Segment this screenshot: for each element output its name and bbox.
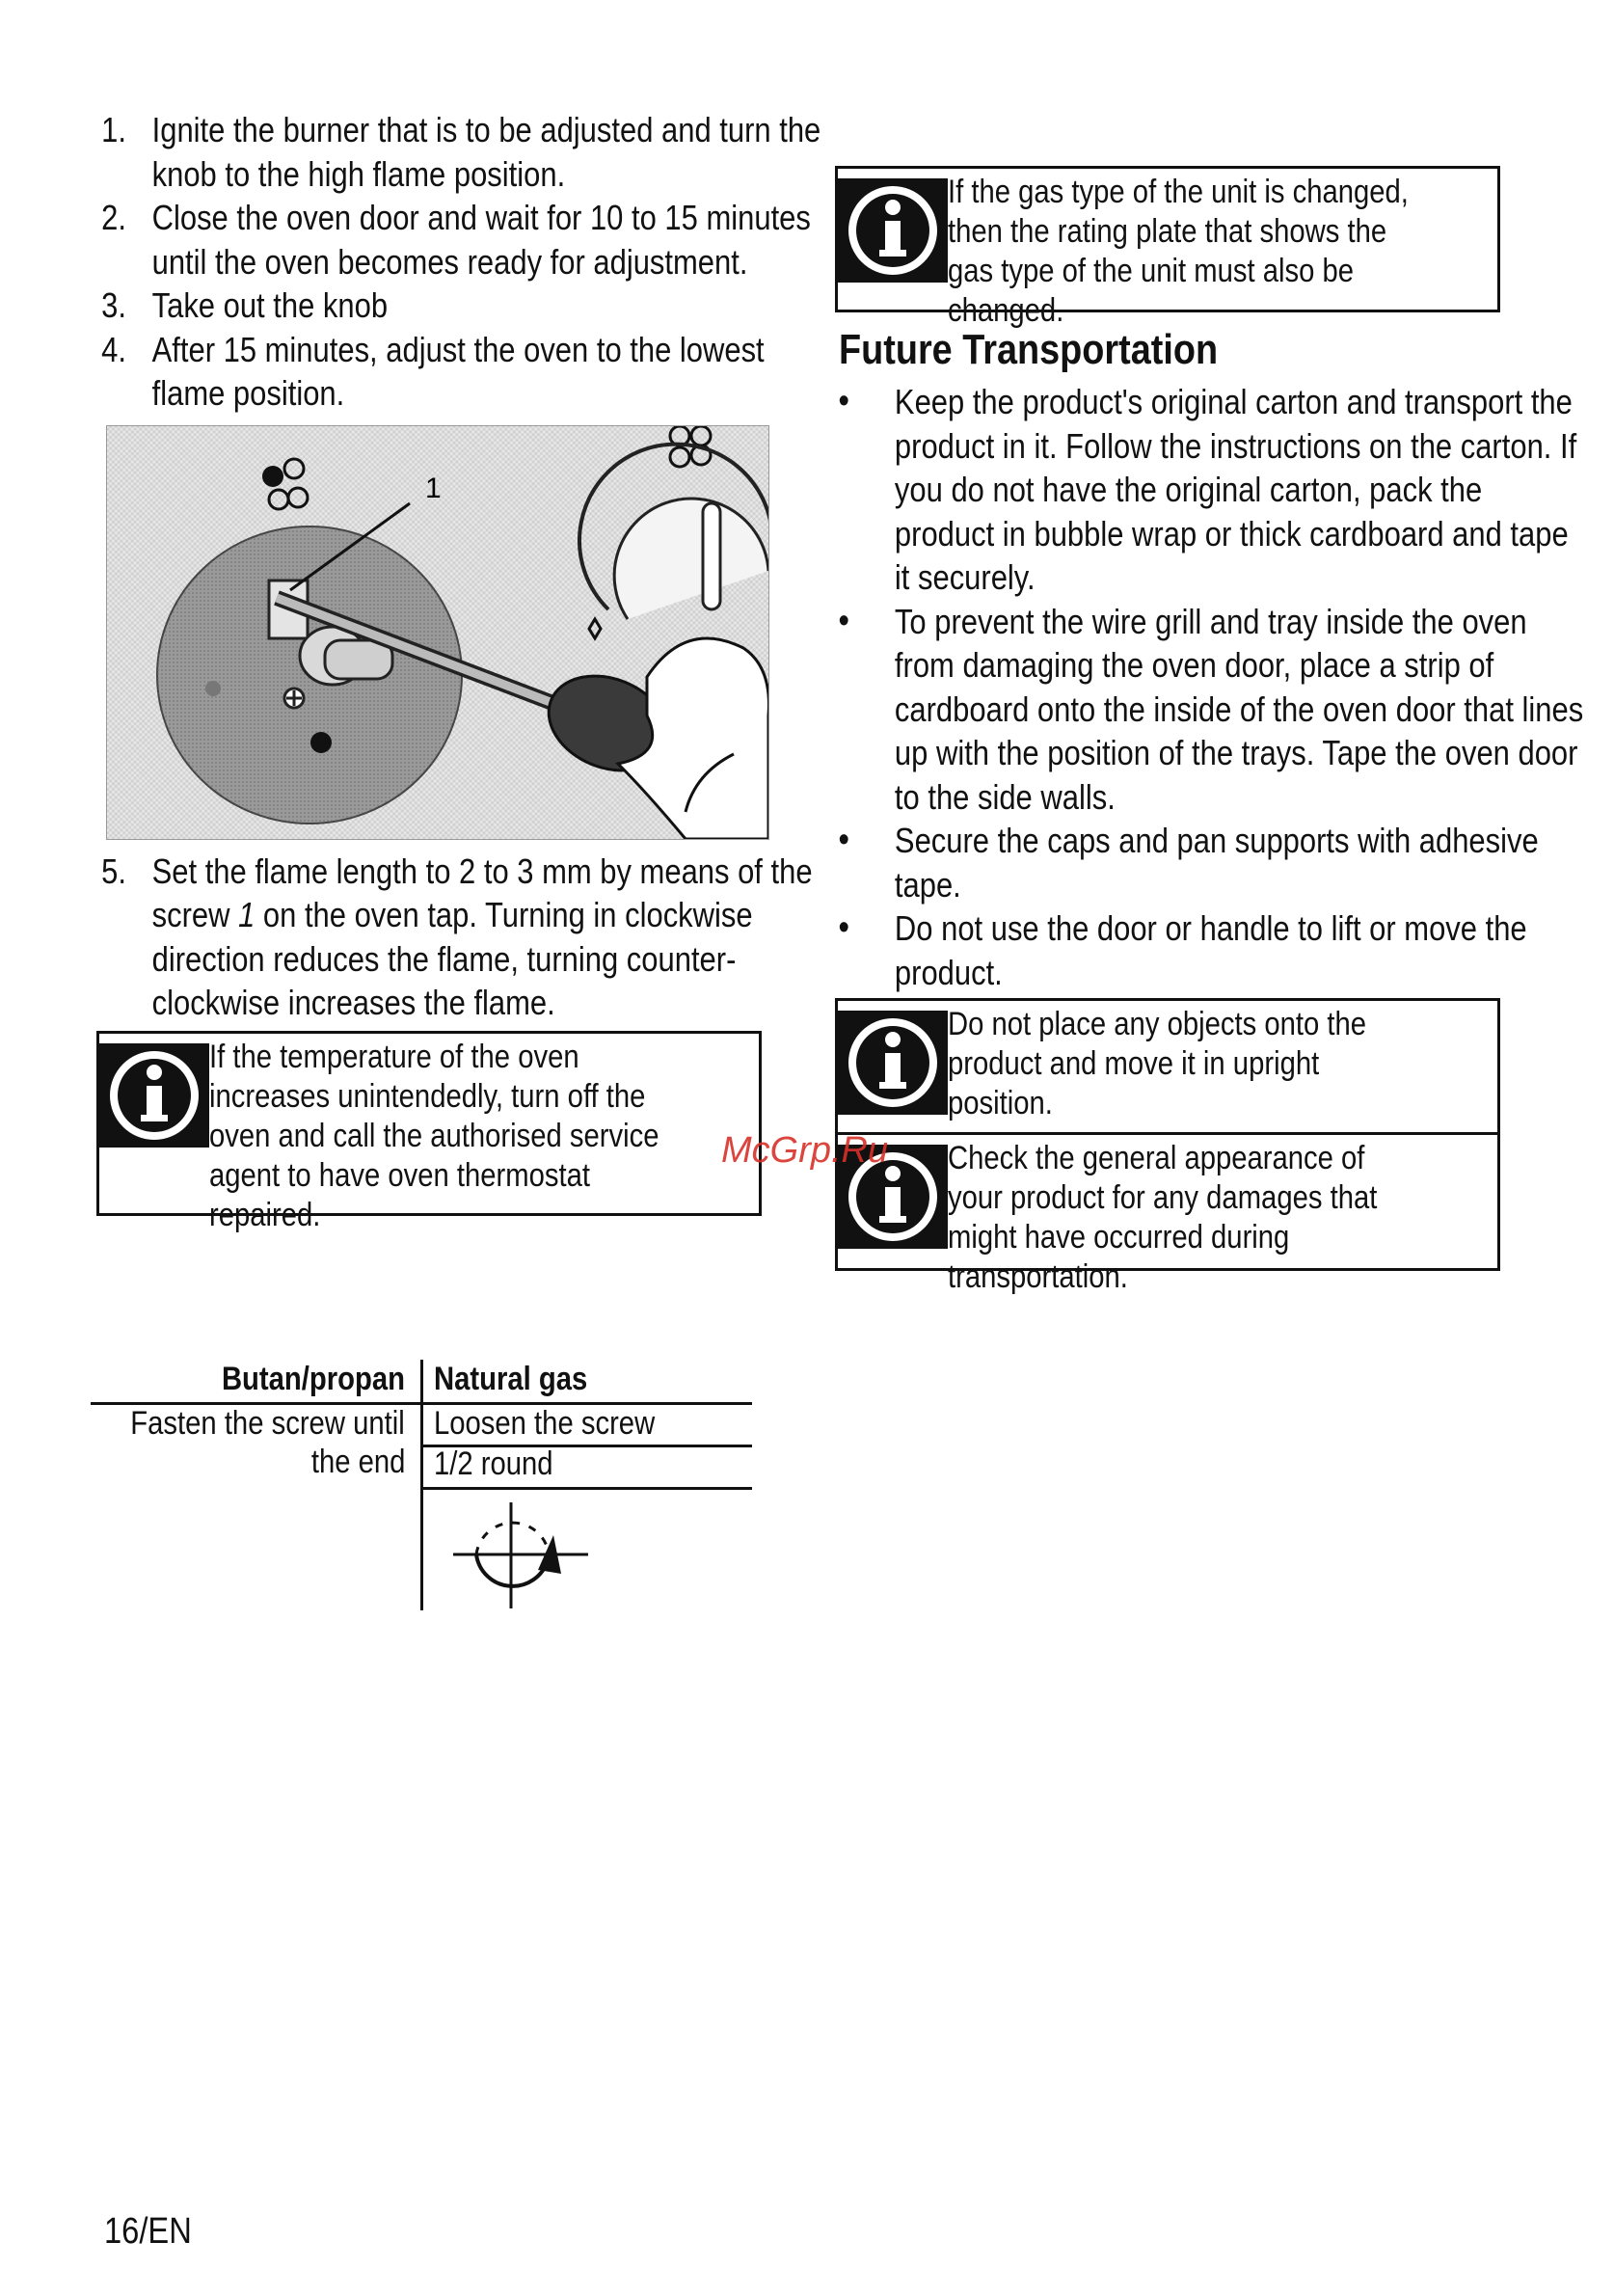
step-text: After 15 minutes, adjust the oven to the lowest flame position. bbox=[151, 329, 765, 413]
step-number: 4. bbox=[101, 329, 126, 369]
screw-reference: 1 bbox=[238, 895, 256, 934]
info-text: Do not place any objects onto the product and move it in upright position. bbox=[948, 1006, 1367, 1121]
step-number: 2. bbox=[101, 198, 126, 237]
info-icon bbox=[838, 178, 948, 283]
right-column bbox=[835, 166, 1584, 1295]
list-item: • Secure the caps and pan supports with adhesive tape. bbox=[835, 819, 1587, 906]
list-item: • Keep the product's original carton and transport the product in it. Follow the instructions on the carton. If you do not have the original carton, pack the product in bubble wrap or thick cardboard and tape it securely. bbox=[835, 380, 1587, 600]
transport-bullets bbox=[835, 380, 1584, 994]
table-header-natural-gas: Natural gas bbox=[434, 1361, 588, 1397]
screwdriver-illustration bbox=[107, 426, 768, 839]
list-item bbox=[96, 850, 837, 1025]
oven-tap-adjustment-figure bbox=[106, 425, 769, 840]
table-cell: the end bbox=[310, 1444, 405, 1480]
watermark: McGrp.Ru bbox=[721, 1130, 889, 1171]
list-item bbox=[96, 196, 837, 284]
list-item bbox=[96, 328, 837, 416]
steps-list-1 bbox=[96, 108, 821, 416]
list-item bbox=[96, 284, 837, 328]
table-cell: Fasten the screw until bbox=[130, 1405, 405, 1442]
step-text: Ignite the burner that is to be adjusted and turn the knob to the high flame position. bbox=[151, 110, 821, 194]
table-cell: 1/2 round bbox=[434, 1445, 553, 1482]
callout-label: 1 bbox=[425, 472, 442, 504]
info-box-thermostat bbox=[96, 1031, 762, 1233]
info-box-gas-type bbox=[835, 166, 1500, 329]
half-turn-rotation-icon bbox=[434, 1493, 607, 1618]
info-text: If the temperature of the oven increases unintendedly, turn off the oven and call the authorised service agent to have oven thermostat repaired. bbox=[209, 1038, 659, 1233]
info-text: Check the general appearance of your product for any damages that might have occurred during transportation. bbox=[948, 1140, 1378, 1295]
table-cell: Loosen the screw bbox=[434, 1405, 656, 1442]
burner-dot-icon bbox=[262, 466, 283, 487]
info-text: If the gas type of the unit is changed, then the rating plate that shows the gas type of the unit must also be changed. bbox=[948, 174, 1409, 329]
step-number: 1. bbox=[101, 110, 126, 149]
steps-list-2 bbox=[96, 850, 813, 1025]
step-number: 5. bbox=[101, 851, 126, 891]
step-text: Take out the knob bbox=[151, 285, 389, 325]
info-icon bbox=[838, 1011, 948, 1115]
list-item: • To prevent the wire grill and tray inside the oven from damaging the oven door, place a strip of cardboard onto the inside of the oven door that lines up with the position of the trays. Tape the oven door to the side walls. bbox=[835, 600, 1587, 820]
table-header-butan: Butan/propan bbox=[221, 1361, 405, 1397]
page-number: 16/EN bbox=[104, 2211, 192, 2252]
section-heading: Future Transportation bbox=[839, 326, 1219, 373]
list-item: • Do not use the door or handle to lift or move the product. bbox=[835, 906, 1587, 994]
step-text: Close the oven door and wait for 10 to 15 minutes until the oven becomes ready for adjustment. bbox=[151, 198, 811, 282]
info-box-transport bbox=[835, 998, 1500, 1295]
list-item bbox=[96, 108, 837, 196]
step-text: Set the flame length to 2 to 3 mm by means of the screw bbox=[151, 851, 813, 934]
gas-adjustment-table bbox=[91, 1360, 756, 1620]
step-number: 3. bbox=[101, 285, 126, 325]
info-icon bbox=[99, 1043, 209, 1148]
step-text: on the oven tap. Turning in clockwise direction reduces the flame, turning counter-clockwise increases the flame. bbox=[151, 895, 753, 1022]
